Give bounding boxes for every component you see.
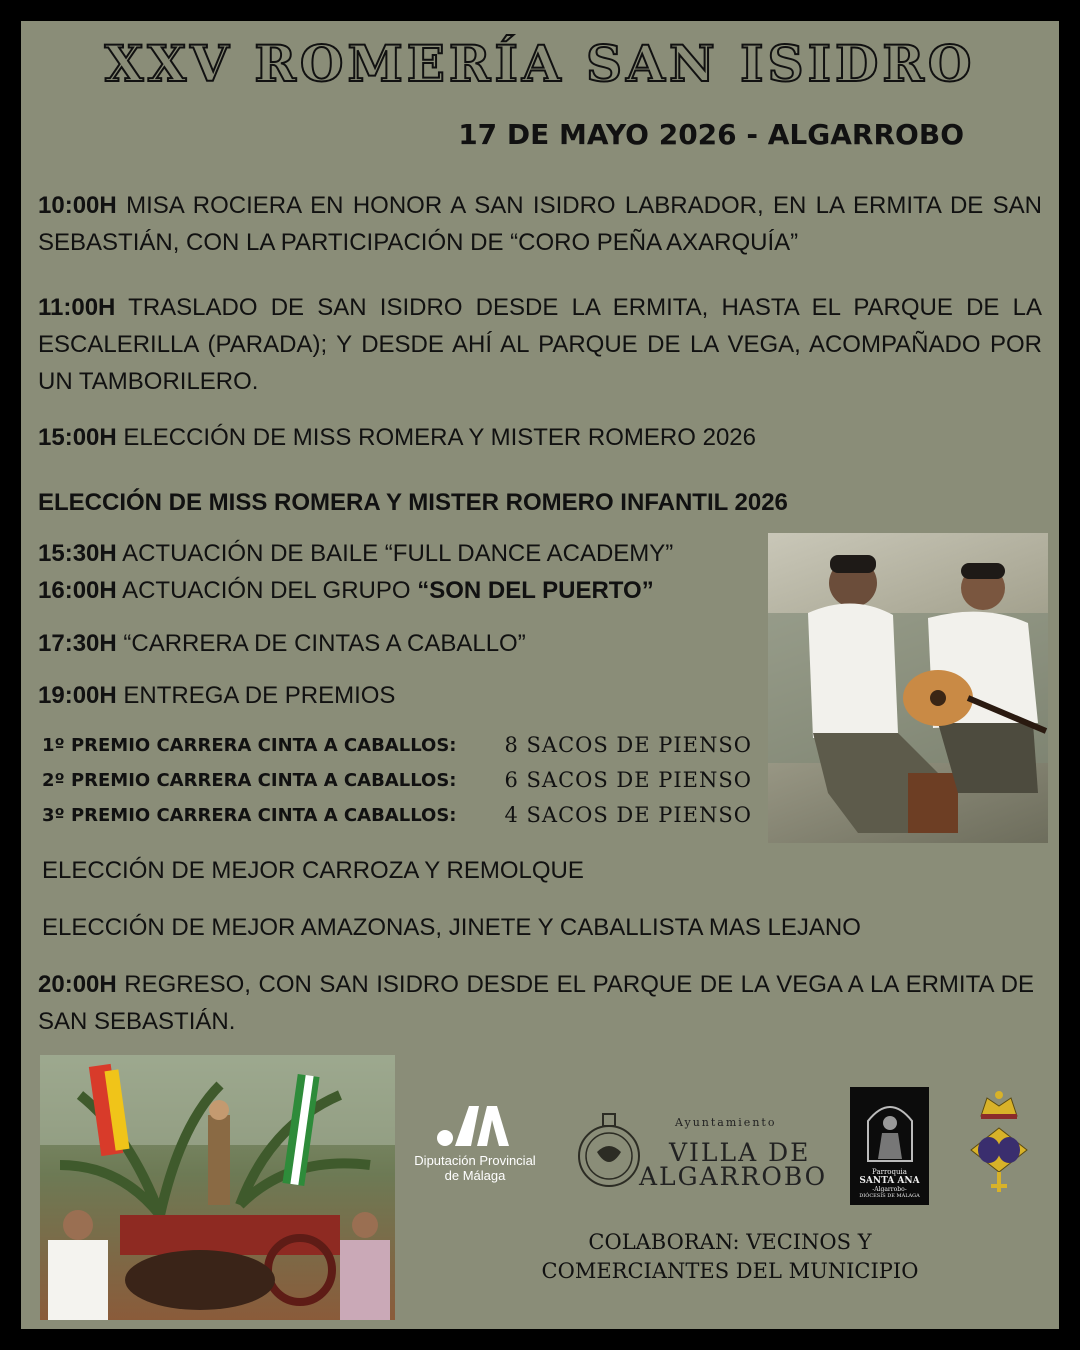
- diputacion-line1: Diputación Provincial: [414, 1153, 536, 1168]
- poster-title: XXV ROMERÍA SAN ISIDRO: [104, 34, 976, 93]
- algarrobo-seal-icon: [577, 1112, 641, 1188]
- schedule-time: 11:00H: [38, 294, 116, 321]
- parroquia-line4: DIÓCESIS DE MÁLAGA: [859, 1193, 920, 1199]
- schedule-text: ENTREGA DE PREMIOS: [123, 682, 396, 709]
- diputacion-mark-icon: [435, 1100, 515, 1148]
- schedule-text: ACTUACIÓN DE BAILE “FULL DANCE ACADEMY”: [122, 540, 674, 567]
- prize-value: 8 SACOS DE PIENSO: [504, 733, 752, 757]
- schedule-text: MISA ROCIERA EN HONOR A SAN ISIDRO LABRADOR, EN LA ERMITA DE SAN SEBASTIÁN, CON LA PARTICIPACIÓN DE “CORO PEÑA AXARQUÍA”: [38, 192, 1042, 256]
- musicians-illustration: [768, 533, 1048, 843]
- schedule-time: 15:30H: [38, 540, 117, 567]
- schedule-time: 20:00H: [38, 971, 117, 998]
- schedule-time: 17:30H: [38, 630, 117, 657]
- schedule-time: 10:00H: [38, 192, 117, 219]
- diputacion-line2: de Málaga: [444, 1168, 506, 1183]
- best-rider-election: ELECCIÓN DE MEJOR AMAZONAS, JINETE Y CABALLISTA MAS LEJANO: [42, 914, 861, 941]
- schedule-item-2000: [38, 966, 1034, 1040]
- collaborators-note: [500, 1228, 960, 1286]
- prize-row: [42, 733, 752, 757]
- parroquia-logo: [850, 1087, 929, 1205]
- schedule-item-1500: [38, 419, 1042, 456]
- schedule-time: 19:00H: [38, 682, 117, 709]
- prize-row: [42, 803, 752, 827]
- schedule-time: 16:00H: [38, 577, 117, 604]
- schedule-item-1000: [38, 187, 1042, 261]
- procession-illustration: [40, 1055, 395, 1320]
- prize-label: 3º PREMIO CARRERA CINTA A CABALLOS:: [42, 804, 457, 826]
- prize-row: [42, 768, 752, 792]
- parroquia-line1: Parroquia: [872, 1168, 907, 1176]
- schedule-item-1530: [38, 535, 768, 572]
- musicians-photo: [768, 533, 1048, 843]
- prize-value: 4 SACOS DE PIENSO: [504, 803, 752, 827]
- schedule-text: REGRESO, CON SAN ISIDRO DESDE EL PARQUE DE LA VEGA A LA ERMITA DE SAN SEBASTIÁN.: [38, 971, 1034, 1035]
- schedule-item-1100: [38, 289, 1042, 400]
- schedule-text: “CARRERA DE CINTAS A CABALLO”: [123, 630, 526, 657]
- ayuntamiento-label: Ayuntamiento: [675, 1116, 777, 1129]
- parroquia-line2: SANTA ANA: [859, 1176, 920, 1186]
- schedule-item-1900: [38, 677, 768, 714]
- diputacion-logo: [405, 1100, 545, 1190]
- collaborators-line2: COMERCIANTES DEL MUNICIPIO: [541, 1259, 919, 1283]
- ayuntamiento-line2: ALGARROBO: [639, 1162, 828, 1191]
- collaborators-line1: COLABORAN: VECINOS Y: [588, 1230, 872, 1254]
- crown-crest-icon: [963, 1088, 1035, 1203]
- prize-value: 6 SACOS DE PIENSO: [504, 768, 752, 792]
- prize-label: 2º PREMIO CARRERA CINTA A CABALLOS:: [42, 769, 457, 791]
- schedule-text: ELECCIÓN DE MISS ROMERA Y MISTER ROMERO 2026: [123, 424, 756, 451]
- schedule-text: ACTUACIÓN DEL GRUPO: [122, 577, 411, 604]
- prize-label: 1º PREMIO CARRERA CINTA A CABALLOS:: [42, 734, 457, 756]
- santa-ana-image-icon: [860, 1093, 920, 1163]
- parroquia-line3: -Algarrobo-: [872, 1186, 907, 1193]
- band-name: “SON DEL PUERTO”: [417, 577, 654, 604]
- schedule-item-1600: [38, 572, 768, 609]
- best-carriage-election: ELECCIÓN DE MEJOR CARROZA Y REMOLQUE: [42, 857, 584, 884]
- infantil-election-heading: ELECCIÓN DE MISS ROMERA Y MISTER ROMERO INFANTIL 2026: [38, 489, 788, 516]
- poster-subtitle: 17 DE MAYO 2026 - ALGARROBO: [458, 118, 964, 151]
- schedule-text: TRASLADO DE SAN ISIDRO DESDE LA ERMITA, HASTA EL PARQUE DE LA ESCALERILLA (PARADA); Y DESDE AHÍ AL PARQUE DE LA VEGA, ACOMPAÑADO POR UN TAMBORILERO.: [38, 294, 1042, 395]
- schedule-time: 15:00H: [38, 424, 117, 451]
- ayuntamiento-logo: [577, 1110, 827, 1190]
- schedule-item-1730: [38, 625, 768, 662]
- procession-photo: [40, 1055, 395, 1320]
- hermandad-crest: [963, 1088, 1035, 1203]
- ayuntamiento-line1: VILLA DE: [669, 1138, 811, 1167]
